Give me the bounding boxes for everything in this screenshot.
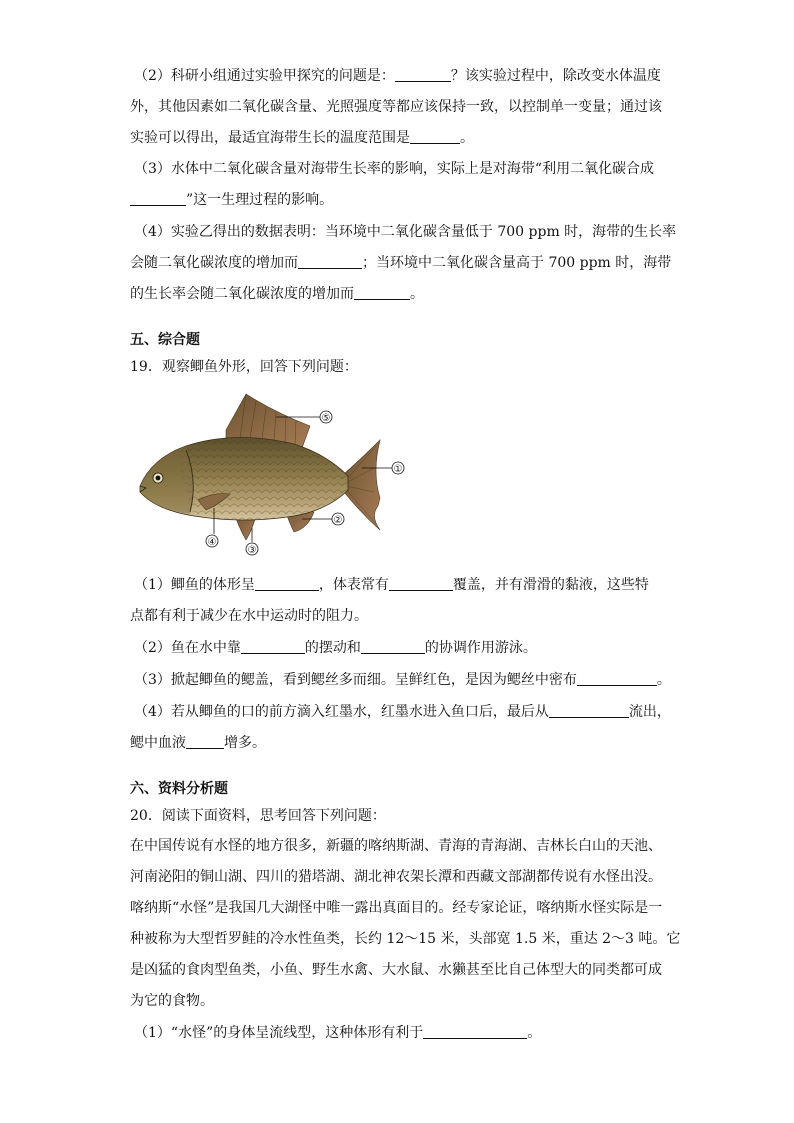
q19-1-line1 [134,575,649,595]
text: 覆盖，并有滑滑的黏液，这些特 [452,577,649,593]
answer-blank[interactable] [549,703,629,718]
q18-2-line2: 外，其他因素如二氧化碳含量、光照强度等都应该保持一致，以控制单一变量；通过该 [130,99,662,115]
text: 的摆动和 [304,640,361,656]
reading-line: 在中国传说有水怪的地方很多，新疆的喀纳斯湖、青海的青海湖、吉林长白山的天池、 [130,838,662,854]
answer-blank[interactable] [410,129,460,144]
answer-blank[interactable] [186,734,224,749]
q18-4-line3 [130,284,424,304]
answer-blank[interactable] [389,576,453,591]
q19-2 [134,638,537,658]
reading-line: 河南泌阳的铜山湖、四川的猎塔湖、湖北神农架长潭和西藏文部湖都传说有水怪出没。 [130,869,662,885]
question-stem: 20．阅读下面资料，思考回答下列问题： [130,808,386,824]
text: 会随二氧化碳浓度的增加而 [130,255,298,271]
q18-4-line2 [130,253,671,273]
text: （1）鲫鱼的体形呈 [134,577,255,593]
text: ；当环境中二氧化碳含量高于 700 ppm 时，海带 [362,255,672,271]
text: 鳃中血液 [130,735,186,751]
label-1: ① [393,464,403,475]
text: 实验可以得出，最适宜海带生长的温度范围是 [130,130,410,146]
answer-blank[interactable] [395,67,451,82]
q19-3 [134,670,671,690]
text: （3）掀起鲫鱼的鳃盖，看到鳃丝多而细。呈鲜红色，是因为鳃丝中密布 [134,672,577,688]
answer-blank[interactable] [577,671,657,686]
text: 。 [656,672,671,688]
label-2: ② [333,515,343,526]
reading-line: 种被称为大型哲罗鲑的冷水性鱼类，长约 12～15 米，头部宽 1.5 米，重达 2～3 吨。它 [130,931,681,947]
text: 。 [527,1025,542,1041]
answer-blank[interactable] [255,576,319,591]
text: （1）“水怪”的身体呈流线型，这种体形有利于 [134,1025,424,1041]
answer-blank[interactable] [354,285,410,300]
section-heading: 五、综合题 [130,332,200,348]
answer-blank[interactable] [423,1024,527,1039]
q18-3-line2 [130,190,333,210]
q18-3-line1: （3）水体中二氧化碳含量对海带生长率的影响，实际上是对海带“利用二氧化碳合成 [134,161,655,177]
q18-2-line1 [134,66,661,86]
q19-4-line1 [134,702,671,722]
caudal-fin [344,440,380,530]
crucian-carp-figure [134,388,424,560]
question-stem: 19．观察鲫鱼外形，回答下列问题： [130,359,358,375]
q19-4-line2 [130,733,266,753]
label-4: ④ [207,537,217,548]
text: 增多。 [224,735,266,751]
label-3: ③ [247,545,257,556]
answer-blank[interactable] [130,191,186,206]
label-5: ⑤ [321,413,331,424]
text: 。 [410,286,424,302]
answer-blank[interactable] [361,639,425,654]
text: （4）若从鲫鱼的口的前方滴入红墨水，红墨水进入鱼口后，最后从 [134,704,549,720]
q18-4-line1: （4）实验乙得出的数据表明：当环境中二氧化碳含量低于 700 ppm 时，海带的生长率 [134,224,677,240]
q19-1-line2: 点都有利于减少在水中运动时的阻力。 [130,608,368,624]
text: 。 [460,130,474,146]
q20-1 [134,1023,541,1043]
text: 的生长率会随二氧化碳浓度的增加而 [130,286,354,302]
text: 的协调作用游泳。 [424,640,537,656]
section-heading: 六、资料分析题 [130,781,228,797]
reading-line: 为它的食物。 [130,993,214,1009]
text: （2）鱼在水中靠 [134,640,241,656]
answer-blank[interactable] [298,254,362,269]
q18-2-line3 [130,128,474,148]
text: ？该实验过程中，除改变水体温度 [450,68,661,84]
reading-line: 是凶猛的食肉型鱼类，小鱼、野生水禽、大水鼠、水獭甚至比自己体型大的同类都可成 [130,962,662,978]
text: 流出， [628,704,671,720]
text: ，体表常有 [318,577,389,593]
answer-blank[interactable] [241,639,305,654]
text: （2）科研小组通过实验甲探究的问题是： [134,68,395,84]
text: ”这一生理过程的影响。 [186,192,334,208]
reading-line: 喀纳斯“水怪”是我国几大湖怪中唯一露出真面目的。经专家论证，喀纳斯水怪实际是一 [130,900,663,916]
